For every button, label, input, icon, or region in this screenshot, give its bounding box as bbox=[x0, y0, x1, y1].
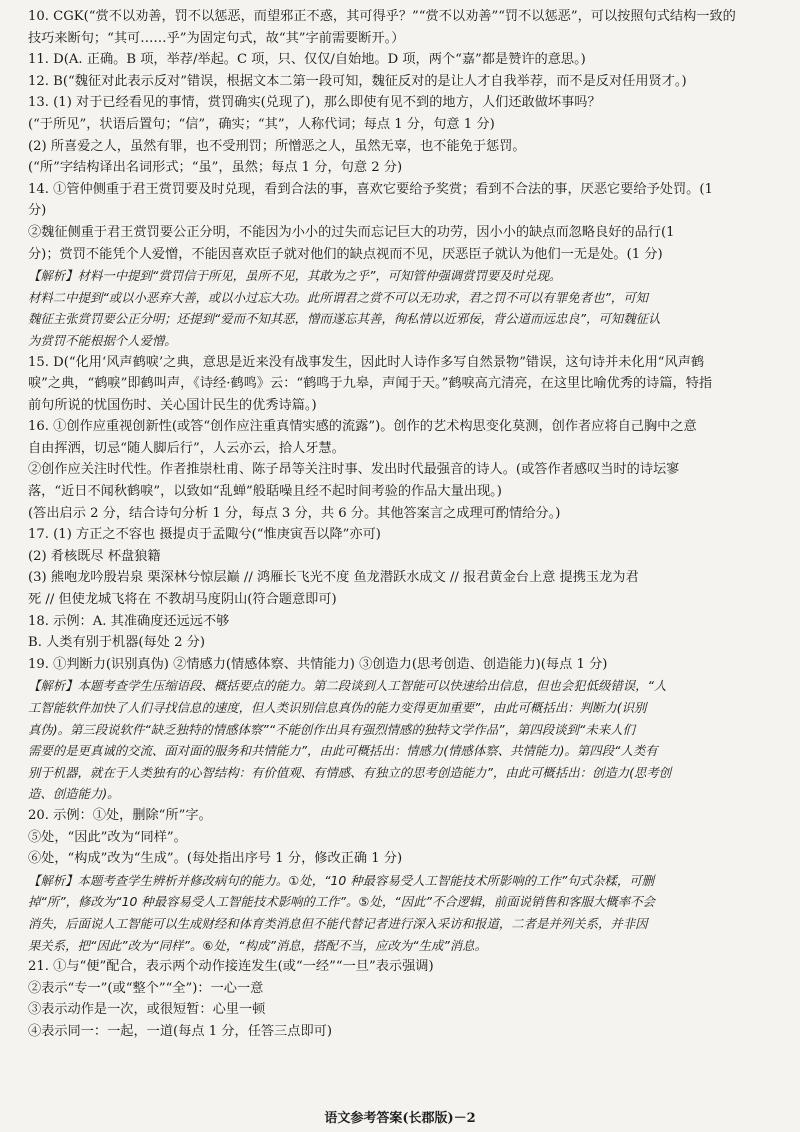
text-line: 消失，后面说人工智能可以生成财经和体育类消息但不能代替记者进行深入采访和报道，二者是并列关系，并非因 bbox=[28, 915, 648, 931]
text-line: 21. ①与“便”配合，表示两个动作接连发生(或“一经”“一旦”表示强调) bbox=[28, 959, 434, 975]
text-line: ③表示动作是一次，或很短暂：心里一顿 bbox=[28, 1002, 266, 1018]
text-line: 11. D(A. 正确。B 项，举荐/举起。C 项，只、仅仅/自始地。D 项，两个“嘉”都是赞许的意思。) bbox=[28, 52, 586, 68]
answer-content bbox=[28, 6, 766, 1043]
text-line: 落，“近日不闻秋鹤唳”，以致如“乱蝉”般聒噪且经不起时间考验的作品大量出现。) bbox=[28, 484, 502, 500]
text-line: 20. 示例：①处，删除“所”字。 bbox=[28, 807, 212, 823]
text-line: ②创作应关注时代性。作者推崇杜甫、陈子昂等关注时事、发出时代最强音的诗人。(或答作者感叹当时的诗坛寥 bbox=[28, 462, 680, 478]
text-line: 果关系，把“因此”改为“同样”。⑥处，“构成”消息，搭配不当，应改为“生成”消息。 bbox=[28, 937, 487, 953]
text-line: ②表示“专一”(或“整个”“全”)：一心一意 bbox=[28, 980, 264, 996]
text-line: 为赏罚不能根据个人爱憎。 bbox=[28, 332, 177, 348]
text-line: B. 人类有别于机器(每处 2 分) bbox=[28, 635, 206, 651]
text-line: 魏征主张赏罚要公正分明；还提到“爱而不知其恶，憎而遂忘其善，徇私情以近邪佞，背公道而远忠良”，可知魏征认 bbox=[28, 311, 661, 327]
text-line: 【解析】本题考查学生辨析并修改病句的能力。①处，“10 种最容易受人工智能技术所影响的工作”句式杂糅，可删 bbox=[28, 872, 655, 888]
text-line: 15. D(“化用‘风声鹤唳’之典，意思是近来没有战事发生，因此时人诗作多写自然景物”错误，这句诗并未化用“风声鹤 bbox=[28, 354, 705, 370]
text-line: 12. B(“魏征对此表示反对”错误，根据文本二第一段可知，魏征反对的是让人才自我举荐，而不是反对任用贤才。) bbox=[28, 73, 687, 89]
text-line: 唳”之典，“鹤唳”即鹤叫声，《诗经·鹤鸣》云：“鹤鸣于九皋，声闻于天。”鹤唳高亢清亮，在这里比喻优秀的诗篇，特指 bbox=[28, 376, 713, 392]
text-line: (“所”字结构译出名词形式；“虽”，虽然；每点 1 分，句意 2 分) bbox=[28, 160, 403, 176]
text-line: ②魏征侧重于君王赏罚要公正分明，不能因为小小的过失而忘记巨大的功劳，因小小的缺点而忽略良好的品行(1 bbox=[28, 224, 675, 240]
text-line: 19. ①判断力(识别真伪) ②情感力(情感体察、共情能力) ③创造力(思考创造、创造能力)(每点 1 分) bbox=[28, 656, 608, 672]
text-line: ⑥处，“构成”改为“生成”。(每处指出序号 1 分，修改正确 1 分) bbox=[28, 851, 403, 867]
text-line: 16. ①创作应重视创新性(或答“创作应注重真情实感的流露”)。创作的艺术构思变化莫测，创作者应将自己胸中之意 bbox=[28, 419, 697, 435]
text-line: 需要的是更真诚的交流、面对面的服务和共情能力”，由此可概括出：情感力(情感体察、共情能力)。第四段“人类有 bbox=[28, 743, 658, 759]
text-line: 材料二中提到“或以小恶弃大善，或以小过忘大功。此所谓君之赏不可以无功求，君之罚不可以有罪免者也”，可知 bbox=[28, 289, 648, 305]
text-line: 14. ①管仲侧重于君王赏罚要及时兑现，看到合法的事，喜欢它要给予奖赏；看到不合法的事，厌恶它要给予处罚。(1 bbox=[28, 181, 713, 197]
text-line: 别于机器，就在于人类独有的心智结构：有价值观、有情感、有独立的思考创造能力”，由此可概括出：创造力(思考创 bbox=[28, 764, 672, 780]
text-line: ④表示同一：一起，一道(每点 1 分，任答三点即可) bbox=[28, 1023, 332, 1039]
text-line: 技巧来断句；“其可……乎”为固定句式，故“其”字前需要断开。） bbox=[28, 30, 405, 46]
page-footer: 语文参考答案(长郡版)－2 bbox=[324, 1111, 476, 1126]
text-line: 13. (1) 对于已经看见的事情，赏罚确实(兑现了)，那么即使有见不到的地方，人们还敢做坏事吗？ bbox=[28, 95, 601, 111]
text-line: 18. 示例：A. 其准确度还远远不够 bbox=[28, 613, 230, 629]
text-line: (“于所见”，状语后置句；“信”，确实；“其”，人称代词；每点 1 分，句意 1 分) bbox=[28, 116, 495, 132]
text-line: (2) 所喜爱之人，虽然有罪，也不受刑罚；所憎恶之人，虽然无辜，也不能免于惩罚。 bbox=[28, 138, 526, 154]
text-line: 【解析】本题考查学生压缩语段、概括要点的能力。第二段谈到人工智能可以快速给出信息，但也会犯低级错误，“人 bbox=[28, 678, 667, 694]
text-line: 分) bbox=[28, 203, 47, 219]
text-line: 掉“所”，修改为“10 种最容易受人工智能技术影响的工作”。⑤处，“因此”不合逻辑，前面说销售和客服大概率不会 bbox=[28, 894, 655, 910]
text-line: ⑤处，“因此”改为“同样”。 bbox=[28, 829, 187, 845]
text-line: 真伪)。第三段说软件“缺乏独特的情感体察”“不能创作出具有强烈情感的独特文学作品”，第四段谈到“未来人们 bbox=[28, 721, 635, 737]
text-line: 10. CGK(“赏不以劝善，罚不以惩恶，而望邪正不惑，其可得乎？”“赏不以劝善”“罚不以惩恶”，可以按照句式结构一致的 bbox=[28, 9, 736, 24]
text-line: 17. (1) 方正之不容也 摄提贞于孟陬兮(“惟庚寅吾以降”亦可) bbox=[28, 527, 381, 543]
text-line: 【解析】材料一中提到“赏罚信于所见，虽所不见，其敢为之乎”，可知管仲强调赏罚要及时兑现。 bbox=[28, 268, 562, 284]
text-line: 前句所说的忧国伤时、关心国计民生的优秀诗篇。) bbox=[28, 397, 317, 413]
text-line: 死 // 但使龙城飞将在 不教胡马度阴山(符合题意即可) bbox=[28, 592, 337, 608]
text-line: (3) 熊咆龙吟殷岩泉 栗深林兮惊层巅 // 鸿雁长飞光不度 鱼龙潜跃水成文 // 报君黄金台上意 提携玉龙为君 bbox=[28, 570, 639, 586]
text-line: 造、创造能力)。 bbox=[28, 786, 120, 802]
text-line: (2) 肴核既尽 杯盘狼籍 bbox=[28, 548, 161, 564]
text-line: 分)；赏罚不能凭个人爱憎，不能因喜欢臣子就对他们的缺点视而不见，厌恶臣子就认为他们一无是处。(1 分) bbox=[28, 246, 663, 262]
text-line: 自由挥洒，切忌“随人脚后行”，人云亦云，拾人牙慧。 bbox=[28, 440, 345, 456]
text-line: 工智能软件加快了人们寻找信息的速度，但人类识别信息真伪的能力变得更加重要”，由此可概括出：判断力(识别 bbox=[28, 700, 647, 715]
text-line: (答出启示 2 分，结合诗句分析 1 分，每点 3 分，共 6 分。其他答案言之成理可酌情给分。) bbox=[28, 505, 561, 521]
